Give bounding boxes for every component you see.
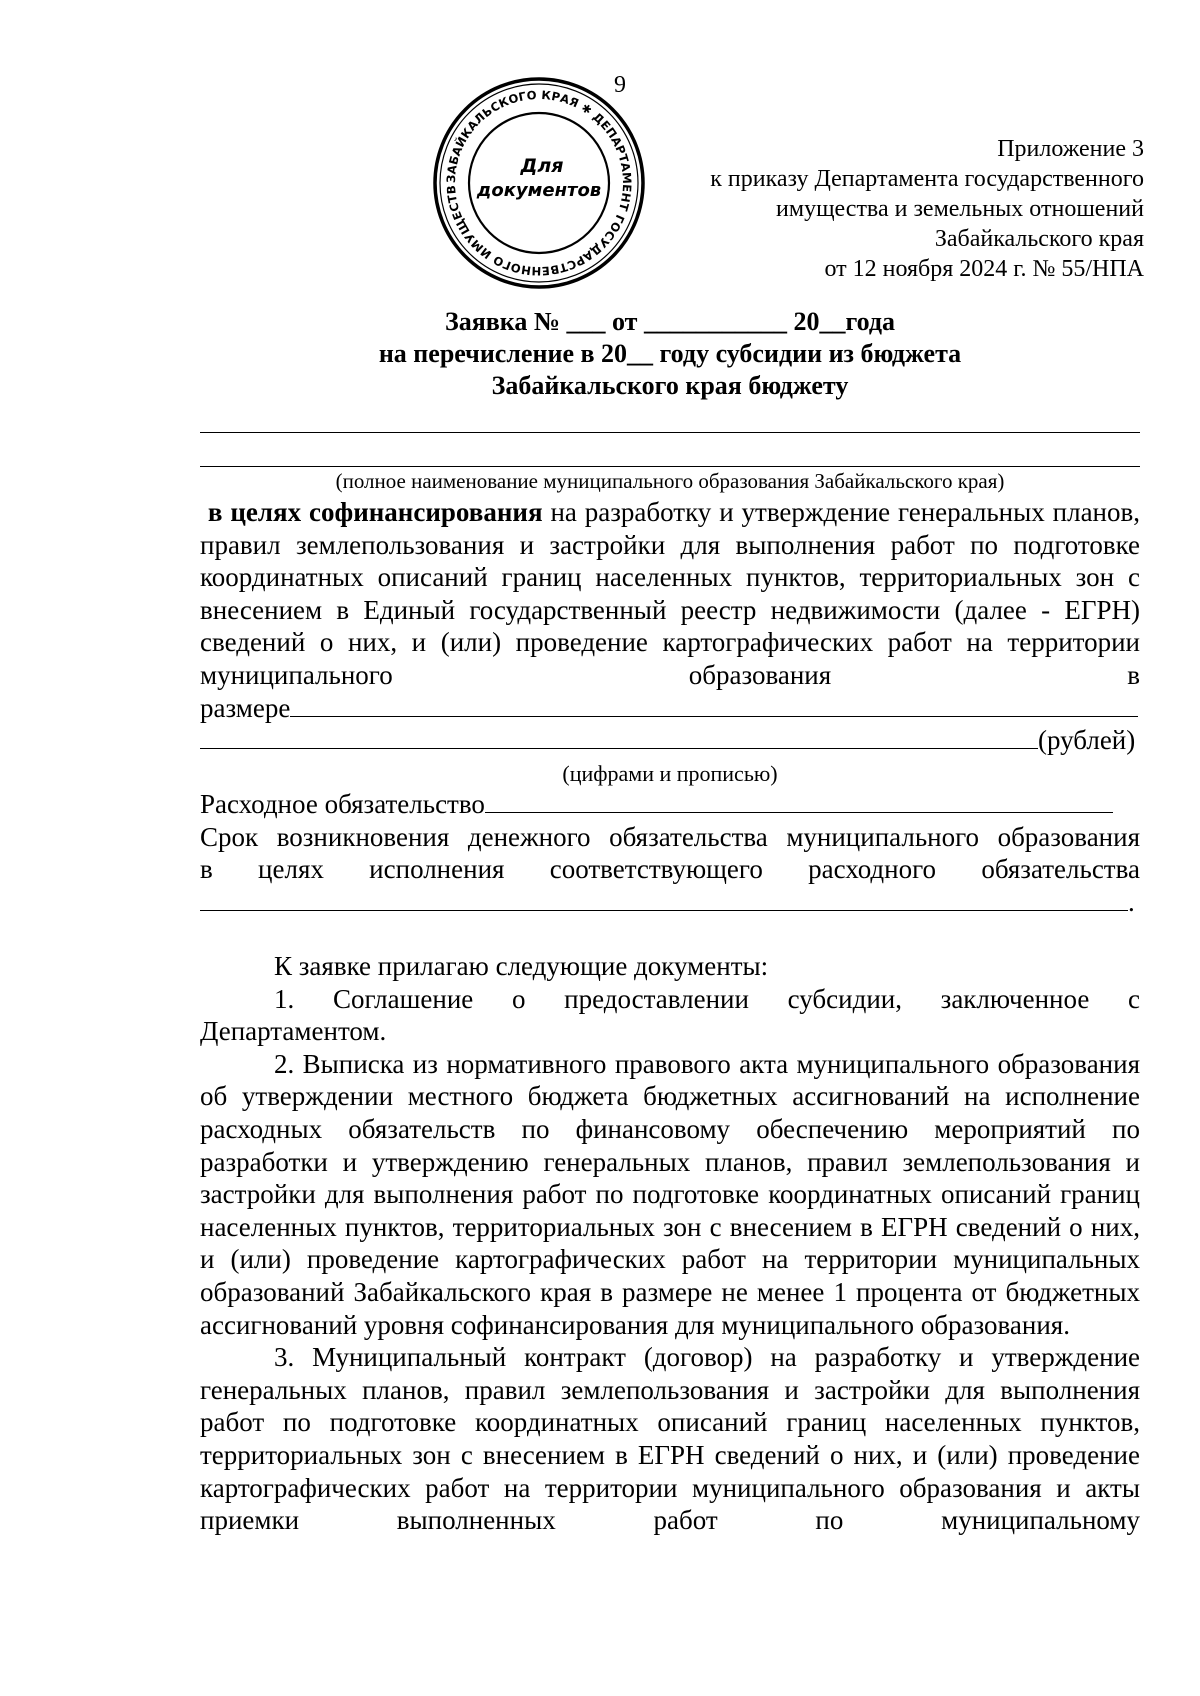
stamp-center-line2: документов — [476, 180, 602, 201]
amount-caption: (цифрами и прописью) — [562, 761, 778, 786]
title-line: Забайкальского края бюджету — [491, 371, 849, 400]
stamp-ring-text: ЗАБАЙКАЛЬСКОГО КРАЯ ✱ ДЕПАРТАМЕНТ ГОСУДАРСТВЕННОГО ИМУЩЕСТВ — [443, 87, 635, 279]
document-title — [200, 306, 1140, 402]
obligation-block — [200, 788, 1140, 918]
deadline-line2: в целях исполнения соответствующего расходного обязательства — [200, 854, 1140, 885]
svg-text:ЗАБАЙКАЛЬСКОГО КРАЯ ✱ ДЕПАРТАМ — [432, 76, 634, 278]
rubles-label: (рублей) — [1038, 725, 1136, 756]
appendix-line: Приложение 3 — [997, 136, 1144, 162]
deadline-line1: Срок возникновения денежного обязательства муниципального образования — [200, 821, 1140, 852]
appendix-line: к приказу Департамента государственного — [710, 166, 1144, 192]
appendix-line: Забайкальского края — [934, 226, 1144, 252]
deadline-blank-line[interactable] — [200, 890, 1128, 911]
attachment-item-1: 1. Соглашение о предоставлении субсидии, заключенное с Департаментом. — [200, 983, 1140, 1047]
municipality-caption: (полное наименование муниципального образования Забайкальского края) — [335, 469, 1005, 493]
size-label: размере — [200, 692, 291, 723]
page-number: 9 — [614, 72, 626, 98]
municipality-blank-line[interactable] — [200, 466, 1140, 467]
amount-blank-line[interactable] — [290, 696, 1138, 717]
appendix-line: имущества и земельных отношений — [776, 196, 1144, 222]
title-line: Заявка № ___ от ___________ 20__года — [444, 307, 896, 336]
stamp-seal-icon — [432, 76, 646, 290]
amount-blank-line[interactable] — [200, 728, 1038, 749]
attachments-intro: К заявке прилагаю следующие документы: — [274, 951, 769, 981]
obligation-blank-line[interactable] — [485, 792, 1113, 813]
deadline-end: . — [1128, 886, 1135, 917]
municipality-blank-line[interactable] — [200, 432, 1140, 433]
purpose-bold-lead: в целях софинансирования — [207, 497, 543, 527]
appendix-header — [624, 134, 1144, 284]
attachments-block — [200, 950, 1140, 1537]
obligation-label: Расходное обязательство — [200, 789, 485, 819]
title-line: на перечисление в 20__ году субсидии из бюджета — [378, 339, 962, 368]
attachment-item-2: 2. Выписка из нормативного правового акта муниципального образования об утверждении местного бюджета бюджетных ассигнований на исполнение расходных обязательств по финансовому обеспечению мероприятий по разработки и утверждению генеральных планов, правил землепользования и застройки для выполнения работ по подготовке координатных описаний границ населенных пунктов, территориальных зон с внесением в ЕГРН сведений о них, и (или) проведение картографических работ на территории муниципальных образований Забайкальского края в размере не менее 1 процента от бюджетных ассигнований уровня софинансирования для муниципального образования. — [200, 1048, 1140, 1340]
department-stamp — [432, 76, 646, 290]
attachment-item-3: 3. Муниципальный контракт (договор) на разработку и утверждение генеральных планов, правил землепользования и застройки для выполнения работ по подготовке координатных описаний границ населенных пунктов, территориальных зон с внесением в ЕГРН сведений о них, и (или) проведение картографических работ на территории муниципального образования и акты приемки выполненных работ по муниципальному — [200, 1342, 1140, 1536]
purpose-paragraph — [200, 496, 1140, 757]
stamp-center-line1: Для — [520, 155, 564, 177]
appendix-line: от 12 ноября 2024 г. № 55/НПА — [824, 256, 1144, 282]
purpose-text: на разработку и утверждение генеральных планов, правил землепользования и застройки для выполнения работ по подготовке координатных описаний границ населенных пунктов, территориальных зон с внесением в Единый государственный реестр недвижимости (далее - ЕГРН) сведений о них, и (или) проведение картографических работ на территории муниципального образования в — [200, 497, 1141, 690]
